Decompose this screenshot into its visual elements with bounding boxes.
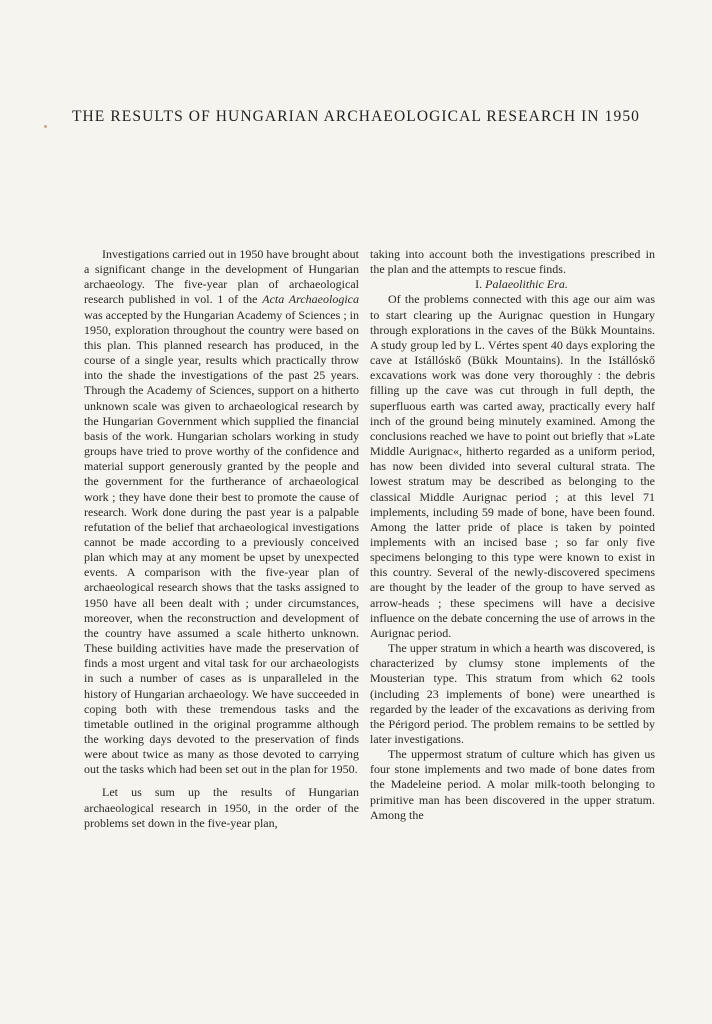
article-title: THE RESULTS OF HUNGARIAN ARCHAEOLOGICAL RESEARCH IN 1950 bbox=[71, 108, 641, 126]
paragraph-summary: Let us sum up the results of Hungarian archaeological research in 1950, in the order of the problems set down in the five-year plan, bbox=[84, 785, 359, 830]
paragraph-intro bbox=[84, 247, 359, 777]
left-column bbox=[84, 247, 359, 831]
paragraph-intro-part-b: was accepted by the Hungarian Academy of Sciences ; in 1950, exploration throughout the country were based on this plan. This planned research has produced, in the course of a single year, results which practically throw into the shade the investigations of the past 25 years. Through the Academy of Sciences, support on a hitherto unknown scale was given to archaeological research by the Hungarian Government which supplied the financial basis of the work. Hungarian scholars working in study groups have tried to prove worthy of the confidence and material support generously granted by the people and the government for the furtherance of archaeological work ; they have done their best to promote the cause of research. Work done during the past year is a palpable refutation of the belief that archaeological investigations cannot be made according to a previously conceived plan which may at any moment be upset by unexpected events. A comparison with the five-year plan of archaeological research shows that the tasks assigned to 1950 have all been dealt with ; under circumstances, moreover, when the reconstruction and development of the country have assumed a scale hitherto unknown. These building activities have made the preservation of finds a most urgent and vital task for our archaeologists in such a number of cases as is unparalleled in the history of Hungarian archaeology. We have succeeded in coping both with these tremendous tasks and the timetable outlined in the original programme although the working days devoted to the preservation of finds were about twice as many as those devoted to carrying out the tasks which had been set out in the plan for 1950. bbox=[84, 307, 359, 777]
paragraph-upper-stratum: The upper stratum in which a hearth was discovered, is characterized by clumsy stone implements of the Mousterian type. This stratum from which 62 tools (including 23 implements of bone) were unearthed is regarded by the leader of the excavations as deriving from the Périgord period. The problem remains to be settled by later investigations. bbox=[370, 641, 655, 746]
section-title: Palaeolithic Era. bbox=[485, 277, 568, 292]
journal-name: Acta Archaeologica bbox=[262, 292, 359, 307]
paragraph-continued: taking into account both the investigations prescribed in the plan and the attempts to rescue finds. bbox=[370, 247, 655, 277]
section-number: I. bbox=[475, 277, 483, 292]
paragraph-aurignac: Of the problems connected with this age our aim was to start clearing up the Aurignac question in Hungary through explorations in the caves of the Bükk Mountains. A study group led by L. Vértes spent 40 days exploring the cave at Istállóskő (Bükk Mountains). In the Istállóskő excavations work was done very thoroughly : the debris filling up the cave was cut through in full depth, the superfluous earth was carted away, practically every half inch of the ground being minutely examined. Among the conclusions reached we have to point out briefly that »Late Middle Aurignac«, hitherto regarded as a uniform period, has now been divided into several cultural strata. The lowest stratum may be described as belonging to the classical Middle Aurignac period ; at this level 71 implements, including 59 made of bone, have been found. Among the latter pride of place is taken by pointed implements with an incised base ; so far only five specimens belonging to this type were known to exist in this country. Several of the newly-discovered specimens are thought by the leader of the group to have served as arrow-heads ; these specimens will have a decisive influence on the debate concerning the use of arrows in the Aurignac period. bbox=[370, 292, 655, 640]
section-heading-palaeolithic bbox=[370, 277, 655, 292]
right-column bbox=[370, 247, 655, 823]
paragraph-uppermost-stratum: The uppermost stratum of culture which has given us four stone implements and two made of bone dates from the Madeleine period. A molar milk-tooth belonging to primitive man has been discovered in the upper stratum. Among the bbox=[370, 747, 655, 822]
paragraph-intro-part-a: Investigations carried out in 1950 have brought about a significant change in the development of Hungarian archaeology. The five-year plan of archaeological research published in vol. 1 of the bbox=[84, 247, 359, 307]
